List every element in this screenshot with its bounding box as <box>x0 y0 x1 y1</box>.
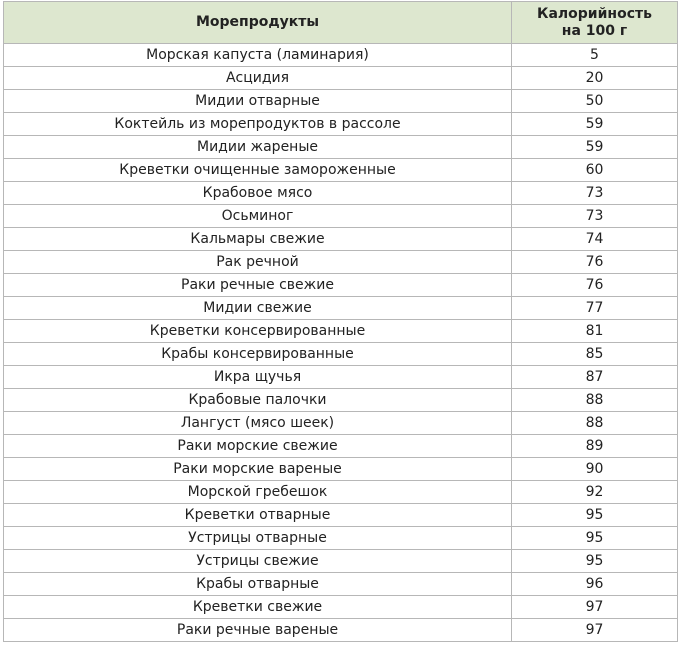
table-row <box>4 297 678 320</box>
calories-cell: 87 <box>512 366 678 389</box>
table-row <box>4 435 678 458</box>
product-name-cell: Крабовое мясо <box>4 182 512 205</box>
calories-cell: 73 <box>512 205 678 228</box>
table-row <box>4 389 678 412</box>
table-header <box>4 2 678 44</box>
calories-cell: 85 <box>512 343 678 366</box>
product-name-cell: Крабы консервированные <box>4 343 512 366</box>
table-row <box>4 573 678 596</box>
table-row <box>4 320 678 343</box>
product-name-cell: Раки речные вареные <box>4 619 512 642</box>
product-name-cell: Асцидия <box>4 67 512 90</box>
calories-cell: 20 <box>512 67 678 90</box>
table-row <box>4 596 678 619</box>
seafood-calorie-table-wrapper <box>3 1 677 642</box>
calories-cell: 50 <box>512 90 678 113</box>
table-row <box>4 412 678 435</box>
product-name-cell: Мидии свежие <box>4 297 512 320</box>
product-name-cell: Мидии жареные <box>4 136 512 159</box>
seafood-calorie-table <box>3 1 678 642</box>
calories-cell: 59 <box>512 136 678 159</box>
calories-cell: 88 <box>512 389 678 412</box>
calories-cell: 90 <box>512 458 678 481</box>
calories-cell: 73 <box>512 182 678 205</box>
product-name-cell: Мидии отварные <box>4 90 512 113</box>
product-name-cell: Раки морские свежие <box>4 435 512 458</box>
product-name-cell: Креветки отварные <box>4 504 512 527</box>
table-row <box>4 366 678 389</box>
calories-cell: 81 <box>512 320 678 343</box>
table-row <box>4 67 678 90</box>
table-row <box>4 44 678 67</box>
product-name-cell: Крабы отварные <box>4 573 512 596</box>
table-row <box>4 343 678 366</box>
table-body <box>4 44 678 642</box>
product-name-cell: Лангуст (мясо шеек) <box>4 412 512 435</box>
table-row <box>4 481 678 504</box>
calories-cell: 96 <box>512 573 678 596</box>
calories-cell: 97 <box>512 596 678 619</box>
table-row <box>4 458 678 481</box>
table-row <box>4 527 678 550</box>
table-row <box>4 504 678 527</box>
product-name-cell: Морской гребешок <box>4 481 512 504</box>
calories-cell: 76 <box>512 251 678 274</box>
calories-cell: 89 <box>512 435 678 458</box>
calories-cell: 88 <box>512 412 678 435</box>
table-row <box>4 136 678 159</box>
calories-cell: 76 <box>512 274 678 297</box>
calories-cell: 95 <box>512 527 678 550</box>
calories-cell: 95 <box>512 550 678 573</box>
table-row <box>4 159 678 182</box>
product-name-cell: Раки морские вареные <box>4 458 512 481</box>
product-name-cell: Креветки свежие <box>4 596 512 619</box>
header-calories <box>512 2 678 44</box>
product-name-cell: Раки речные свежие <box>4 274 512 297</box>
calories-cell: 95 <box>512 504 678 527</box>
table-row <box>4 251 678 274</box>
product-name-cell: Креветки консервированные <box>4 320 512 343</box>
product-name-cell: Устрицы отварные <box>4 527 512 550</box>
calories-cell: 97 <box>512 619 678 642</box>
table-row <box>4 274 678 297</box>
product-name-cell: Устрицы свежие <box>4 550 512 573</box>
product-name-cell: Рак речной <box>4 251 512 274</box>
calories-cell: 5 <box>512 44 678 67</box>
product-name-cell: Крабовые палочки <box>4 389 512 412</box>
calories-cell: 74 <box>512 228 678 251</box>
calories-cell: 92 <box>512 481 678 504</box>
product-name-cell: Икра щучья <box>4 366 512 389</box>
table-row <box>4 228 678 251</box>
header-product: Морепродукты <box>4 2 512 44</box>
table-row <box>4 550 678 573</box>
product-name-cell: Кальмары свежие <box>4 228 512 251</box>
product-name-cell: Коктейль из морепродуктов в рассоле <box>4 113 512 136</box>
table-row <box>4 205 678 228</box>
table-row <box>4 182 678 205</box>
calories-cell: 60 <box>512 159 678 182</box>
product-name-cell: Морская капуста (ламинария) <box>4 44 512 67</box>
product-name-cell: Осьминог <box>4 205 512 228</box>
calories-cell: 59 <box>512 113 678 136</box>
calories-cell: 77 <box>512 297 678 320</box>
header-calories-line1: Калорийность <box>537 5 652 22</box>
header-calories-line2: на 100 г <box>561 22 628 39</box>
table-row <box>4 90 678 113</box>
table-row <box>4 113 678 136</box>
table-row <box>4 619 678 642</box>
header-row <box>4 2 678 44</box>
product-name-cell: Креветки очищенные замороженные <box>4 159 512 182</box>
